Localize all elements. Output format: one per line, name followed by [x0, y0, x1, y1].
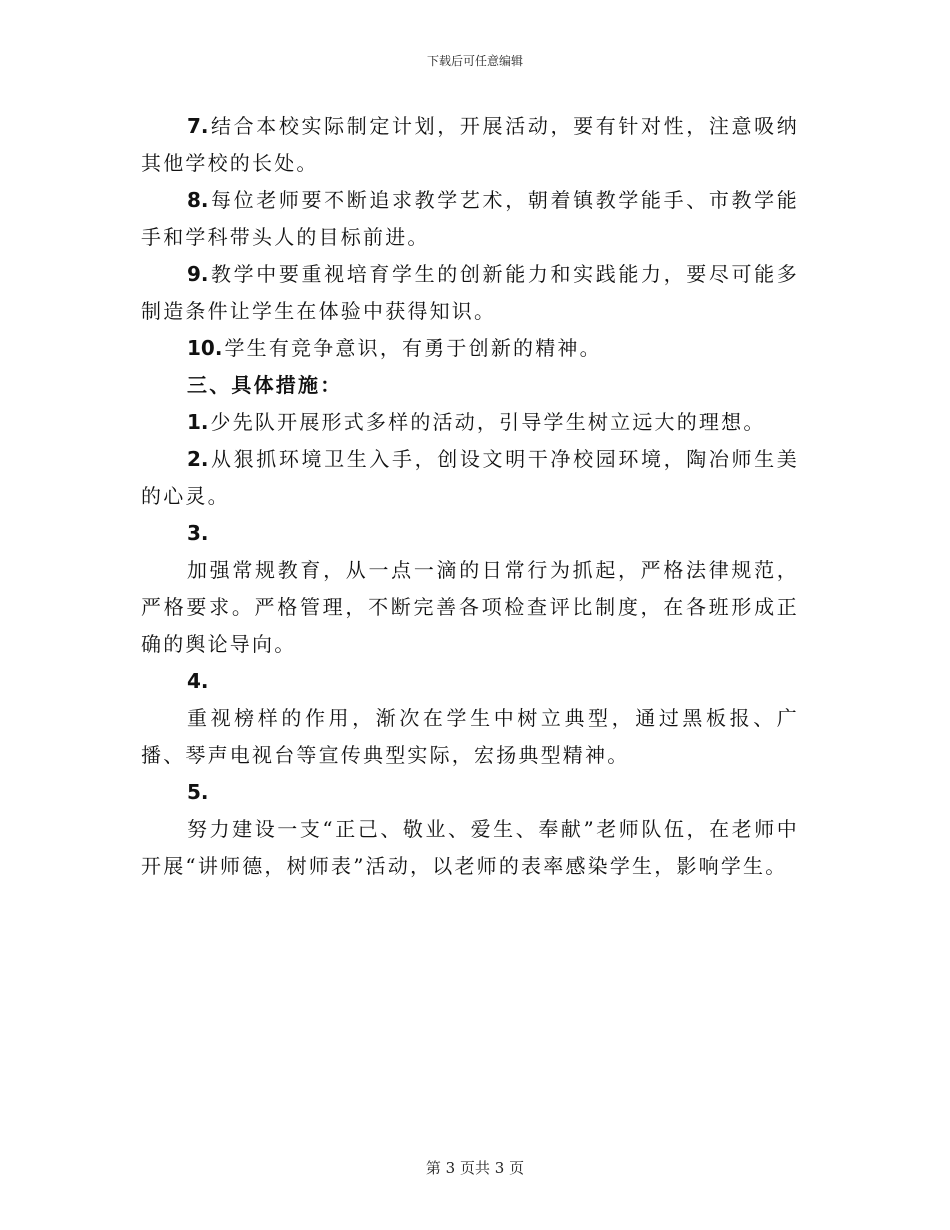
item-number: 8.: [187, 188, 209, 212]
document-body: [141, 108, 799, 885]
item-number: 2.: [187, 447, 209, 471]
measure-number-3: [141, 515, 799, 552]
item-number: 1.: [187, 410, 209, 434]
measure-item-4: 重视榜样的作用，渐次在学生中树立典型，通过黑板报、广播、琴声电视台等宣传典型实际，宏扬典型精神。: [141, 706, 799, 767]
section-heading: 三、具体措施：: [187, 373, 343, 397]
item-text: 学生有竞争意识，有勇于创新的精神。: [224, 336, 602, 360]
measure-item-3: 加强常规教育，从一点一滴的日常行为抓起，严格法律规范，严格要求。严格管理，不断完善各项检查评比制度，在各班形成正确的舆论导向。: [141, 558, 799, 656]
list-item-7: [141, 108, 799, 182]
item-number: 7.: [187, 114, 209, 138]
item-number: 3.: [187, 521, 209, 545]
measure-item-1: [141, 404, 799, 441]
measure-number-4: [141, 663, 799, 700]
page-footer: 第 3 页共 3 页: [425, 1159, 525, 1177]
item-text: 教学中要重视培育学生的创新能力和实践能力，要尽可能多制造条件让学生在体验中获得知识。: [141, 262, 799, 323]
item-text: 从狠抓环境卫生入手，创设文明干净校园环境，陶冶师生美的心灵。: [141, 447, 799, 508]
item-text: 结合本校实际制定计划，开展活动，要有针对性，注意吸纳其他学校的长处。: [141, 114, 799, 175]
item-number: 4.: [187, 669, 209, 693]
list-item-9: [141, 256, 799, 330]
item-number: 10.: [187, 336, 223, 360]
measure-number-5: [141, 774, 799, 811]
item-text: 少先队开展形式多样的活动，引导学生树立远大的理想。: [210, 410, 766, 434]
item-number: 9.: [187, 262, 209, 286]
item-text: 每位老师要不断追求教学艺术，朝着镇教学能手、市教学能手和学科带头人的目标前进。: [141, 188, 799, 249]
measure-item-5: 努力建设一支“正己、敬业、爱生、奉献”老师队伍，在老师中开展“讲师德，树师表”活动，以老师的表率感染学生，影响学生。: [141, 817, 799, 878]
page-header: 下载后可任意编辑: [426, 54, 523, 68]
item-number: 5.: [187, 780, 209, 804]
list-item-8: [141, 182, 799, 256]
measure-item-2: [141, 441, 799, 515]
list-item-10: [141, 330, 799, 367]
